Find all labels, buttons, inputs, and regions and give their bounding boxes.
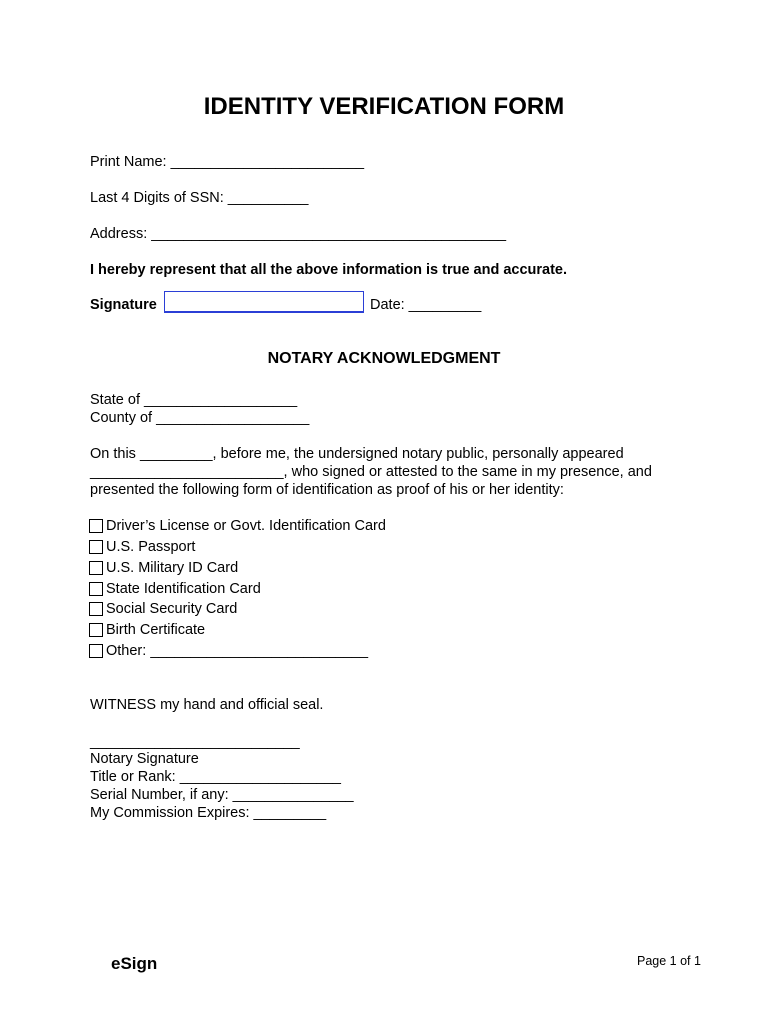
acknowledgment-line-3: presented the following form of identification as proof of his or her identity: (90, 482, 564, 498)
notary-heading: NOTARY ACKNOWLEDGMENT (267, 350, 501, 367)
id-option-label: Other: ___________________________ (106, 643, 369, 659)
checkbox[interactable] (89, 602, 103, 616)
checkbox[interactable] (89, 582, 103, 596)
id-option-state-id[interactable] (89, 581, 261, 597)
acknowledgment-line-2: ________________________, who signed or attested to the same in my presence, and (90, 464, 652, 480)
id-option-label: State Identification Card (106, 581, 261, 597)
id-option-passport[interactable] (89, 539, 195, 555)
checkbox[interactable] (89, 561, 103, 575)
signature-label: Signature (90, 297, 157, 313)
checkbox[interactable] (89, 519, 103, 533)
id-option-label: U.S. Military ID Card (106, 560, 239, 576)
notary-signature-line[interactable]: __________________________ (90, 734, 300, 750)
page-number: Page 1 of 1 (637, 954, 701, 968)
address-field[interactable]: Address: ____________________________________________ (90, 226, 507, 242)
checkbox[interactable] (89, 623, 103, 637)
title-rank-field[interactable]: Title or Rank: ____________________ (90, 769, 341, 785)
id-option-label: Driver’s License or Govt. Identification Card (106, 518, 386, 534)
acknowledgment-line-1: On this _________, before me, the undersigned notary public, personally appeared (90, 446, 624, 462)
form-title: IDENTITY VERIFICATION FORM (203, 93, 565, 120)
commission-expires-field[interactable]: My Commission Expires: _________ (90, 805, 327, 821)
id-option-other[interactable] (89, 643, 368, 659)
id-option-label: U.S. Passport (106, 539, 196, 555)
checkbox[interactable] (89, 540, 103, 554)
id-option-military-id[interactable] (89, 560, 238, 576)
checkbox[interactable] (89, 644, 103, 658)
witness-text: WITNESS my hand and official seal. (90, 697, 324, 713)
esign-logo: eSign (111, 954, 158, 973)
county-field[interactable]: County of ___________________ (90, 410, 310, 426)
state-field[interactable]: State of ___________________ (90, 392, 298, 408)
signature-input[interactable] (164, 291, 364, 313)
serial-number-field[interactable]: Serial Number, if any: _______________ (90, 787, 354, 803)
id-option-label: Birth Certificate (106, 622, 206, 638)
id-option-label: Social Security Card (106, 601, 238, 617)
notary-signature-label: Notary Signature (90, 751, 199, 767)
declaration-text: I hereby represent that all the above information is true and accurate. (90, 262, 568, 278)
id-option-social-security[interactable] (89, 601, 237, 617)
date-field[interactable]: Date: _________ (370, 297, 482, 313)
print-name-field[interactable]: Print Name: ________________________ (90, 154, 365, 170)
id-option-birth-certificate[interactable] (89, 622, 205, 638)
ssn-field[interactable]: Last 4 Digits of SSN: __________ (90, 190, 309, 206)
id-option-drivers-license[interactable] (89, 518, 386, 534)
